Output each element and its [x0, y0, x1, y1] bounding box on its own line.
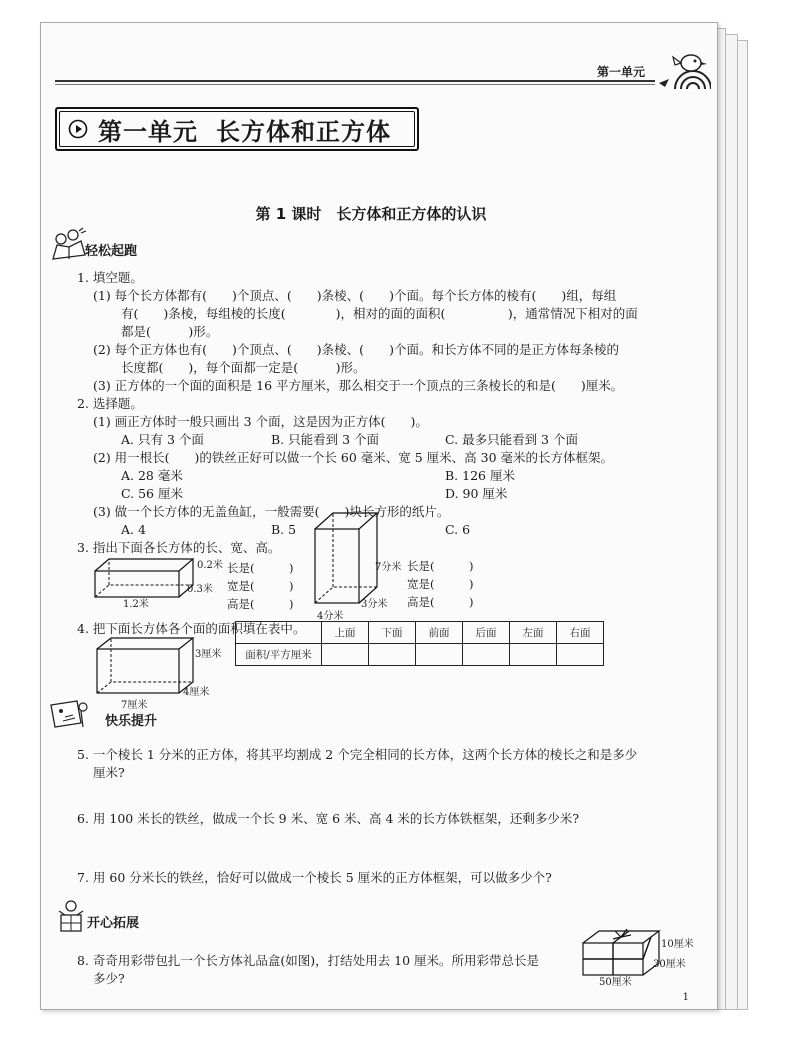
table-cell[interactable] [416, 644, 463, 666]
table-header-cell: 上面 [322, 622, 369, 644]
section-label: 轻松起跑 [85, 244, 138, 259]
fig1-length-label: 1.2米 [123, 599, 149, 610]
question-4: 4. 把下面长方体各个面的面积填在表中。 [77, 621, 306, 636]
question-8-line-a: 8. 奇奇用彩带包扎一个长方体礼品盒(如图)，打结处用去 10 厘米。所用彩带总长是 [77, 953, 540, 968]
fig1-width-blank: 宽是( ) [227, 579, 294, 593]
header-rule-thin [55, 84, 655, 85]
question-1-2-line-a: (2) 每个正方体也有( )个顶点、( )条棱、( )个面。和长方体不同的是正方体每条棱的 [93, 342, 619, 357]
board-icon [47, 697, 89, 731]
fig1-height-label: 0.2米 [197, 560, 223, 571]
header-unit-label: 第一单元 [596, 65, 645, 79]
option-2-3-c: C. 6 [445, 522, 471, 537]
cuboid-figure-2 [311, 509, 381, 609]
option-2-3-a: A. 4 [121, 522, 146, 537]
question-5-line-a: 5. 一个棱长 1 分米的正方体，将其平均割成 2 个完全相同的长方体，这两个长方体的棱长之和是多少 [77, 747, 638, 762]
option-2-2-b: B. 126 厘米 [445, 468, 515, 483]
table-cell[interactable] [369, 644, 416, 666]
question-2: 2. 选择题。 [77, 396, 143, 411]
table-header-cell: 右面 [557, 622, 604, 644]
table-row-label: 面积/平方厘米 [236, 644, 322, 666]
cuboid-figure-3 [93, 635, 197, 697]
question-2-1: (1) 画正方体时一般只画出 3 个面，这是因为正方体( )。 [93, 414, 428, 429]
section-easy-start [47, 227, 137, 261]
area-table [235, 621, 604, 666]
fig2-width-label: 3分米 [361, 599, 388, 610]
table-header-cell: 左面 [510, 622, 557, 644]
question-1-2-line-b: 长度都( )，每个面都一定是( )形。 [121, 360, 366, 375]
gift-box-figure [579, 925, 663, 979]
chapter-banner [55, 107, 419, 151]
bird-icon [655, 49, 711, 91]
table-cell[interactable] [463, 644, 510, 666]
table-cell[interactable] [322, 644, 369, 666]
fig3-length-label: 7厘米 [121, 700, 148, 711]
option-2-2-c: C. 56 厘米 [121, 486, 183, 501]
question-1: 1. 填空题。 [77, 270, 143, 285]
children-reading-icon [47, 227, 89, 261]
question-2-3: (3) 做一个长方体的无盖鱼缸，一般需要( )块长方形的纸片。 [93, 504, 450, 519]
question-3: 3. 指出下面各长方体的长、宽、高。 [77, 540, 281, 555]
fig2-height-label: 7分米 [375, 562, 402, 573]
option-2-1-b: B. 只能看到 3 个面 [271, 432, 380, 447]
lesson-title: 第 1 课时 长方体和正方体的认识 [255, 205, 487, 223]
table-header-cell: 后面 [463, 622, 510, 644]
question-8-line-b: 多少? [93, 971, 125, 986]
table-header-cell: 下面 [369, 622, 416, 644]
option-2-2-a: A. 28 毫米 [121, 468, 183, 483]
fig1-height-blank: 高是( ) [227, 597, 294, 611]
fig2-height-blank: 高是( ) [407, 595, 474, 609]
worksheet-page [40, 22, 718, 1010]
fig1-width-label: 0.3米 [187, 584, 213, 595]
section-label: 快乐提升 [105, 714, 158, 729]
header-rule [55, 80, 655, 82]
play-circle-icon [68, 119, 88, 139]
gift-length-label: 50厘米 [599, 977, 632, 988]
question-7: 7. 用 60 分米长的铁丝，恰好可以做成一个棱长 5 厘米的正方体框架，可以做多少个? [77, 870, 552, 885]
table-header-cell [236, 622, 322, 644]
page-number: 1 [682, 992, 689, 1003]
table-cell[interactable] [557, 644, 604, 666]
fig1-length-blank: 长是( ) [227, 561, 294, 575]
section-label: 开心拓展 [87, 916, 140, 931]
table-row [236, 644, 604, 666]
fig2-length-blank: 长是( ) [407, 559, 474, 573]
section-fun-extend [51, 899, 139, 933]
question-6: 6. 用 100 米长的铁丝，做成一个长 9 米、宽 6 米、高 4 米的长方体铁框架，还剩多少米? [77, 811, 580, 826]
fig3-height-label: 3厘米 [195, 649, 222, 660]
table-header-row [236, 622, 604, 644]
section-happy-improve [47, 697, 157, 731]
option-2-2-d: D. 90 厘米 [445, 486, 508, 501]
option-2-3-b: B. 5 [271, 522, 297, 537]
question-1-3: (3) 正方体的一个面的面积是 16 平方厘米，那么相交于一个顶点的三条棱长的和是( )厘米。 [93, 378, 624, 393]
question-1-1-line-a: (1) 每个长方体都有( )个顶点、( )条棱、( )个面。每个长方体的棱有( )组，每组 [93, 288, 617, 303]
chapter-title: 第一单元 长方体和正方体 [98, 117, 391, 146]
fig3-width-label: 4厘米 [183, 687, 210, 698]
option-2-1-c: C. 最多只能看到 3 个面 [445, 432, 578, 447]
fig2-length-label: 4分米 [317, 611, 344, 622]
question-1-1-line-b: 有( )条棱，每组棱的长度( )，相对的面的面积( )，通常情况下相对的面 [121, 306, 638, 321]
gift-height-label: 10厘米 [661, 939, 694, 950]
question-5-line-b: 厘米? [93, 765, 125, 780]
fig2-width-blank: 宽是( ) [407, 577, 474, 591]
gift-width-label: 30厘米 [653, 959, 686, 970]
option-2-1-a: A. 只有 3 个面 [121, 432, 204, 447]
table-cell[interactable] [510, 644, 557, 666]
table-header-cell: 前面 [416, 622, 463, 644]
question-2-2: (2) 用一根长( )的铁丝正好可以做一个长 60 毫米、宽 5 厘米、高 30 毫米的长方体框架。 [93, 450, 614, 465]
question-1-1-line-c: 都是( )形。 [121, 324, 219, 339]
